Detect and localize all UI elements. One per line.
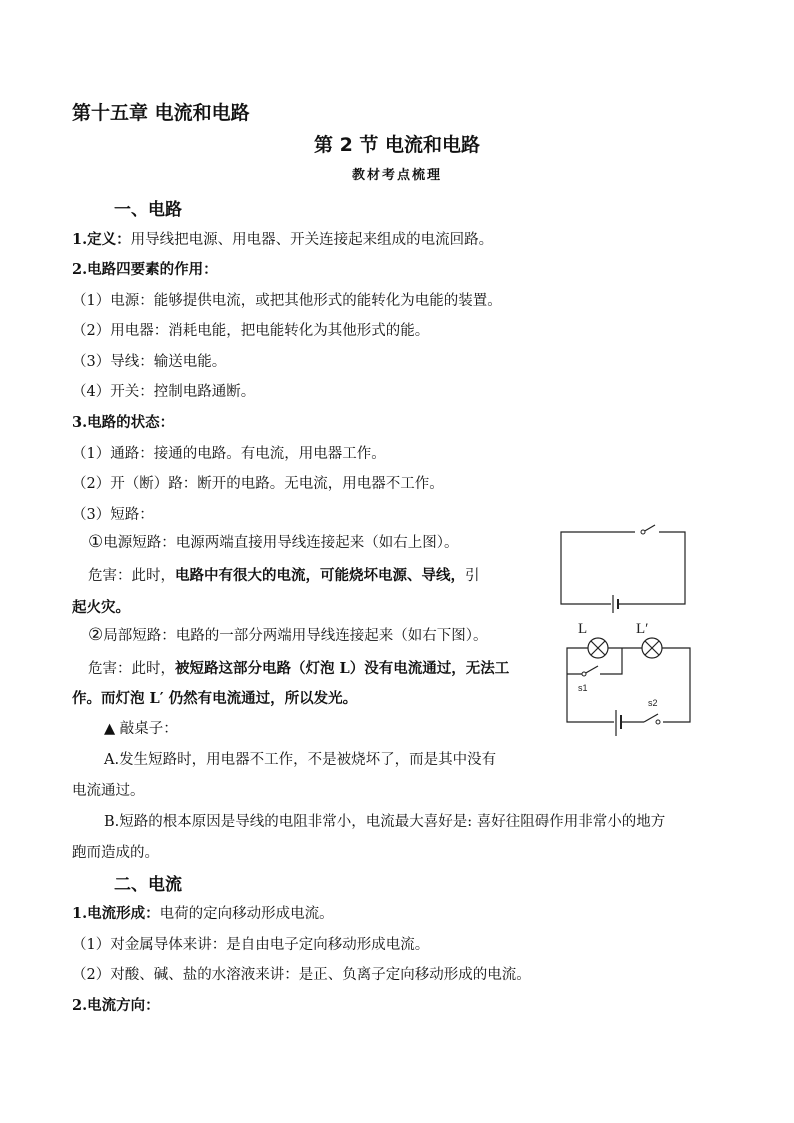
harm1-line: [88, 564, 480, 585]
label-lamp-l: L: [578, 621, 588, 637]
switch-s2-contact: [656, 720, 660, 724]
definition-text: 用导线把电源、用电器、开关连接起来组成的电流回路。: [130, 232, 494, 248]
harm1-tail: 引: [465, 568, 480, 584]
element-item: （4）开关：控制电路通断。: [72, 384, 256, 400]
state-item: （2）开（断）路：断开的电路。无电流，用电器不工作。: [72, 476, 444, 492]
label-switch-s2: s2: [648, 698, 658, 708]
harm2-bold: 被短路这部分电路（灯泡 L）没有电流通过，无法工: [175, 660, 510, 677]
elements-heading: 2.电路四要素的作用：: [72, 261, 218, 278]
circled-one: ①: [88, 532, 104, 552]
part1-heading: 一、电路: [114, 200, 182, 220]
tip-a-line1: A.发生短路时，用电器不工作，不是被烧坏了，而是其中没有: [104, 752, 497, 768]
tip-heading: ▲ 敲桌子：: [104, 721, 178, 737]
part2-heading: 二、电流: [114, 875, 182, 895]
short-circuit-partial-line: [88, 624, 488, 645]
element-item: （3）导线：输送电能。: [72, 354, 227, 370]
current-item: （2）对酸、碱、盐的水溶液来讲：是正、负离子定向移动形成的电流。: [72, 967, 531, 983]
harm1-line2: 起火灾。: [72, 599, 130, 616]
chapter-title: 第十五章 电流和电路: [72, 102, 250, 124]
partial-short-circuit-diagram: [560, 616, 700, 744]
states-heading: 3.电路的状态：: [72, 414, 175, 431]
short-wire: [600, 648, 622, 674]
short-circuit-source-line: [88, 531, 459, 552]
harm1-bold: 电路中有很大的电流，可能烧坏电源、导线，: [175, 567, 465, 584]
switch-s1-contact: [582, 672, 586, 676]
label-switch-s1: s1: [578, 683, 588, 693]
state-item: （3）短路：: [72, 507, 154, 523]
current-formation-text: 电荷的定向移动形成电流。: [159, 906, 334, 922]
short-circuit-partial-text: 局部短路：电路的一部分两端用导线连接起来（如右下图）。: [103, 628, 488, 644]
section-title: 第 2 节 电流和电路: [313, 134, 481, 156]
label-lamp-l-prime: L′: [636, 621, 649, 637]
circuit-wire: [567, 700, 614, 722]
state-item: （1）通路：接通的电路。有电流，用电器工作。: [72, 446, 386, 462]
circled-two: ②: [88, 625, 104, 645]
short-circuit-source-text: 电源短路：电源两端直接用导线连接起来（如右上图）。: [103, 535, 459, 551]
harm1-label: 危害：此时，: [88, 568, 175, 584]
current-formation-label: 1.电流形成：: [72, 905, 160, 922]
source-short-circuit-diagram: [555, 518, 695, 618]
current-item: （1）对金属导体来讲：是自由电子定向移动形成电流。: [72, 937, 430, 953]
switch-contact: [641, 530, 645, 534]
harm2-line2: 作。而灯泡 L′ 仍然有电流通过，所以发光。: [72, 690, 358, 707]
harm2-line: [88, 657, 509, 678]
current-formation-line: [72, 902, 334, 923]
tip-b-line1: B.短路的根本原因是导线的电阻非常小，电流最大喜好是: 喜好往阻碍作用非常小的地方: [104, 814, 666, 830]
circuit-wire: [619, 532, 685, 604]
current-direction-heading: 2.电流方向：: [72, 997, 160, 1014]
subtitle: 教材考点梳理: [351, 168, 442, 183]
harm2-label: 危害：此时，: [88, 661, 175, 677]
tip-b-line2: 跑而造成的。: [72, 845, 159, 861]
definition-label: 1.定义：: [72, 231, 131, 248]
element-item: （2）用电器：消耗电能，把电能转化为其他形式的能。: [72, 323, 430, 339]
tip-a-line2: 电流通过。: [72, 783, 145, 799]
element-item: （1）电源：能够提供电流，或把其他形式的能转化为电能的装置。: [72, 293, 502, 309]
circuit-wire: [662, 648, 690, 722]
circuit-wire: [561, 532, 635, 604]
definition-line: [72, 228, 493, 249]
